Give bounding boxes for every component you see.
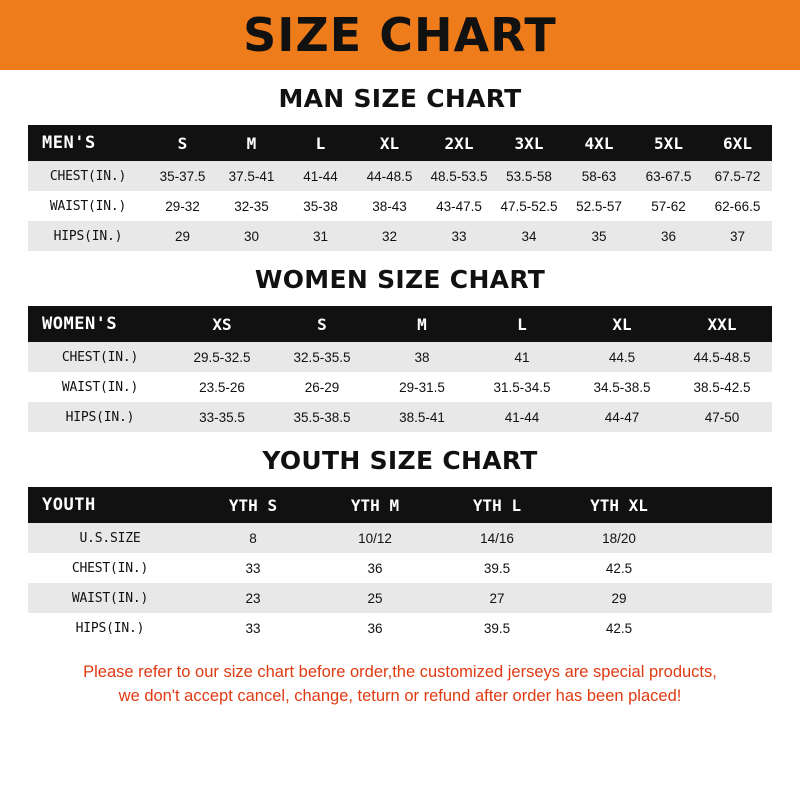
table-cell: 43-47.5: [436, 198, 482, 214]
table-cell: 63-67.5: [645, 168, 692, 184]
table-cell: 8: [249, 530, 257, 546]
table-cell: 25: [367, 590, 383, 606]
table-cell: 48.5-53.5: [430, 168, 488, 184]
section-man: [18, 84, 782, 251]
table-cell: 38-43: [372, 198, 407, 214]
table-cell: 57-62: [651, 198, 686, 214]
table-cell: 38: [414, 349, 430, 365]
table-cell: 33-35.5: [199, 409, 245, 425]
table-header-cell: M: [417, 314, 427, 334]
table-header-cell: YTH L: [472, 495, 522, 515]
table-row: [28, 221, 772, 251]
table-row: [28, 402, 772, 432]
table-cell: 42.5: [605, 560, 633, 576]
table-cell: 32.5-35.5: [293, 349, 351, 365]
section-title-youth: YOUTH SIZE CHART: [262, 446, 538, 475]
table-row: [28, 342, 772, 372]
row-label: HIPS(IN.): [53, 228, 123, 244]
table-cell: 29: [611, 590, 627, 606]
section-youth: [18, 446, 782, 643]
table-cell: 23: [245, 590, 261, 606]
row-label: WAIST(IN.): [61, 379, 139, 395]
table-cell: 35: [591, 228, 607, 244]
table-cell: 38.5-41: [399, 409, 445, 425]
table-header-cell: 4XL: [584, 133, 614, 153]
table-header-spacer: [680, 487, 772, 523]
table-header-row: [28, 487, 772, 523]
table-cell: 47-50: [704, 409, 740, 425]
table-cell: 29.5-32.5: [193, 349, 251, 365]
table-header-cell: XXL: [707, 314, 737, 334]
row-label: CHEST(IN.): [71, 560, 149, 576]
table-cell: 35-38: [303, 198, 338, 214]
table-header-cell: S: [317, 314, 327, 334]
table-cell: 34: [521, 228, 537, 244]
table-cell: 41-44: [303, 168, 338, 184]
table-header-cell: YTH S: [228, 495, 278, 515]
table-cell: 37: [729, 228, 746, 244]
table-cell: 38.5-42.5: [693, 379, 751, 395]
table-header-row: [28, 306, 772, 342]
table-cell: 36: [367, 560, 383, 576]
man-size-table: [28, 125, 772, 251]
table-row: [28, 613, 772, 643]
table-header-row: [28, 125, 772, 161]
table-cell: 41: [514, 349, 530, 365]
table-row: [28, 161, 772, 191]
table-header-cell: WOMEN'S: [42, 314, 118, 334]
footer-note-line-1: Please refer to our size chart before order,the customized jerseys are special products,: [83, 663, 717, 681]
row-label: HIPS(IN.): [65, 409, 135, 425]
table-cell: 58-63: [581, 168, 617, 184]
table-header-cell: XS: [212, 314, 232, 334]
table-cell: 67.5-72: [714, 168, 761, 184]
table-header-cell: XL: [612, 314, 632, 334]
table-cell: 23.5-26: [199, 379, 245, 395]
table-row: [28, 372, 772, 402]
row-label: U.S.SIZE: [79, 530, 141, 546]
table-cell: 36: [660, 228, 677, 244]
table-header-cell: M: [246, 133, 257, 153]
footer-note-line-2: we don't accept cancel, change, teturn or refund after order has been placed!: [118, 686, 682, 705]
table-header-cell: XL: [379, 133, 400, 153]
table-cell: 35.5-38.5: [293, 409, 351, 425]
table-cell: 32-35: [234, 198, 269, 214]
table-header-cell: S: [177, 133, 188, 153]
table-cell: 39.5: [483, 560, 511, 576]
table-header-cell: L: [315, 133, 326, 153]
footer-note: [18, 661, 782, 709]
table-cell: 37.5-41: [228, 168, 275, 184]
table-row: [28, 583, 772, 613]
table-cell: 29-31.5: [399, 379, 445, 395]
table-cell: 36: [367, 620, 383, 636]
page-title: SIZE CHART: [243, 8, 557, 62]
row-label: CHEST(IN.): [61, 349, 139, 365]
section-title-women: WOMEN SIZE CHART: [254, 265, 546, 294]
table-cell-spacer: [680, 553, 772, 583]
table-cell-spacer: [680, 523, 772, 553]
table-header-cell: YTH M: [350, 495, 400, 515]
table-cell: 33: [451, 228, 467, 244]
table-cell: 27: [489, 590, 505, 606]
table-cell: 41-44: [504, 409, 540, 425]
women-size-table: [28, 306, 772, 432]
table-cell: 53.5-58: [506, 168, 552, 184]
table-header-cell: YOUTH: [42, 495, 96, 515]
row-label: CHEST(IN.): [49, 168, 127, 184]
table-header-cell: 3XL: [514, 133, 544, 153]
table-cell: 33: [245, 560, 261, 576]
section-title-man: MAN SIZE CHART: [278, 84, 522, 113]
table-cell: 14/16: [480, 530, 514, 546]
table-cell: 42.5: [605, 620, 633, 636]
row-label: WAIST(IN.): [71, 590, 149, 606]
table-header-cell: 6XL: [723, 133, 752, 153]
table-row: [28, 191, 772, 221]
table-cell: 10/12: [358, 530, 392, 546]
table-header-cell: YTH XL: [590, 495, 648, 515]
table-cell: 44-47: [604, 409, 640, 425]
table-header-cell: 2XL: [444, 133, 474, 153]
row-label: WAIST(IN.): [49, 198, 127, 214]
table-cell-spacer: [680, 613, 772, 643]
chart-content: [0, 84, 800, 709]
table-cell: 29-32: [165, 198, 200, 214]
table-cell: 18/20: [602, 530, 636, 546]
table-cell: 26-29: [304, 379, 340, 395]
row-label: HIPS(IN.): [75, 620, 145, 636]
youth-size-table: [28, 487, 772, 643]
section-women: [18, 265, 782, 432]
table-cell: 44.5: [608, 349, 636, 365]
page-banner: [0, 0, 800, 70]
table-cell: 44.5-48.5: [693, 349, 751, 365]
table-cell: 31.5-34.5: [493, 379, 551, 395]
table-cell: 34.5-38.5: [593, 379, 651, 395]
table-cell: 32: [381, 228, 398, 244]
table-row: [28, 523, 772, 553]
table-header-cell: 5XL: [654, 133, 683, 153]
table-header-cell: L: [517, 314, 527, 334]
table-cell: 47.5-52.5: [500, 198, 558, 214]
table-cell: 30: [243, 228, 260, 244]
table-cell: 31: [312, 228, 329, 244]
table-cell: 62-66.5: [714, 198, 761, 214]
table-cell: 29: [174, 228, 191, 244]
table-cell: 33: [245, 620, 261, 636]
table-header-cell: MEN'S: [42, 133, 96, 153]
table-cell: 52.5-57: [576, 198, 622, 214]
table-cell: 39.5: [483, 620, 511, 636]
table-cell: 44-48.5: [366, 168, 413, 184]
table-cell: 35-37.5: [159, 168, 206, 184]
table-row: [28, 553, 772, 583]
table-cell-spacer: [680, 583, 772, 613]
